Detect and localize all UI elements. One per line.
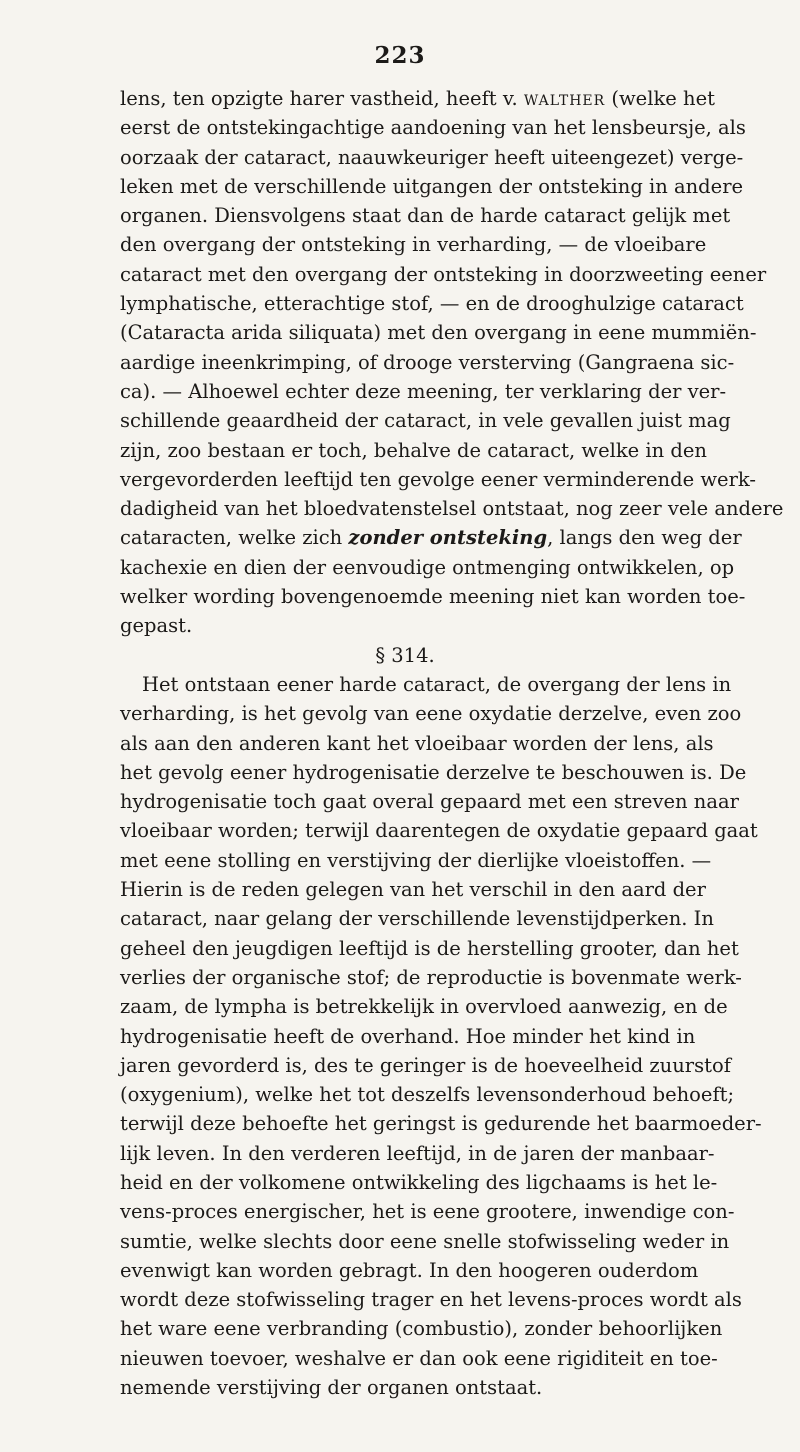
text-line: het ware eene verbranding (combustio), zonder behoorlijken bbox=[120, 1317, 723, 1341]
text-line: gepast. bbox=[120, 614, 193, 638]
text-line: den overgang der ontsteking in verharding, — de vloeibare bbox=[120, 233, 707, 257]
page-number: 223 bbox=[374, 42, 426, 69]
text-line: geheel den jeugdigen leeftijd is de herstelling grooter, dan het bbox=[120, 936, 739, 960]
emphasis-text: zonder ontsteking bbox=[348, 526, 548, 550]
text-line: vloeibaar worden; terwijl daarentegen de oxydatie gepaard gaat bbox=[120, 819, 758, 843]
text-line: als aan den anderen kant het vloeibaar worden der lens, als bbox=[120, 731, 714, 755]
text-line: schillende geaardheid der cataract, in vele gevallen juist mag bbox=[120, 409, 731, 433]
body-text bbox=[120, 84, 784, 1402]
text-line: nemende verstijving der organen ontstaat. bbox=[120, 1376, 543, 1400]
text-line: cataract met den overgang der ontsteking in doorzweeting eener bbox=[120, 262, 767, 286]
text-line: met eene stolling en verstijving der dierlijke vloeistoffen. — bbox=[120, 848, 712, 872]
text-line: verharding, is het gevolg van eene oxydatie derzelve, even zoo bbox=[120, 702, 742, 726]
text-line: hydrogenisatie toch gaat overal gepaard met een streven naar bbox=[120, 790, 739, 814]
text-line: wordt deze stofwisseling trager en het levens-proces wordt als bbox=[120, 1288, 742, 1312]
text-line: (Cataracta arida siliquata) met den overgang in eene mummiën- bbox=[120, 321, 757, 345]
text-line: kachexie en dien der eenvoudige ontmenging ontwikkelen, op bbox=[120, 555, 735, 579]
text-line: dadigheid van het bloedvatenstelsel ontstaat, nog zeer vele andere bbox=[120, 497, 784, 521]
text-line: vens-proces energischer, het is eene grootere, inwendige con- bbox=[120, 1200, 735, 1224]
text-line: lens, ten opzigte harer vastheid, heeft v. walther (welke het bbox=[120, 87, 715, 110]
text-line: nieuwen toevoer, weshalve er dan ook eene rigiditeit en toe- bbox=[120, 1346, 718, 1370]
text-line: (oxygenium), welke het tot deszelfs levensonderhoud behoeft; bbox=[120, 1083, 735, 1107]
text-line: hydrogenisatie heeft de overhand. Hoe minder het kind in bbox=[120, 1024, 696, 1048]
text-line: Het ontstaan eener harde cataract, de overgang der lens in bbox=[142, 672, 732, 696]
text-line: ca). — Alhoewel echter deze meening, ter verklaring der ver- bbox=[120, 379, 727, 403]
text-line: jaren gevorderd is, des te geringer is de hoeveelheid zuurstof bbox=[120, 1053, 731, 1077]
text-line: organen. Diensvolgens staat dan de harde cataract gelijk met bbox=[120, 204, 731, 228]
text-line: terwijl deze behoefte het geringst is gedurende het baarmoeder- bbox=[120, 1112, 762, 1136]
text-line: cataract, naar gelang der verschillende levenstijdperken. In bbox=[120, 907, 714, 931]
small-caps-name: walther bbox=[523, 87, 606, 110]
text-line: welker wording bovengenoemde meening niet kan worden toe- bbox=[120, 585, 746, 609]
text-line: verlies der organische stof; de reproductie is bovenmate werk- bbox=[120, 965, 742, 989]
text-line: zijn, zoo bestaan er toch, behalve de cataract, welke in den bbox=[120, 438, 707, 462]
text-line: aardige ineenkrimping, of drooge versterving (Gangraena sic- bbox=[120, 350, 735, 374]
text-line: cataracten, welke zich zonder ontsteking, langs den weg der bbox=[120, 526, 742, 550]
text-line: eerst de ontstekingachtige aandoening van het lensbeursje, als bbox=[120, 116, 746, 140]
text-line: sumtie, welke slechts door eene snelle stofwisseling weder in bbox=[120, 1229, 730, 1253]
text-line: leken met de verschillende uitgangen der ontsteking in andere bbox=[120, 174, 744, 198]
text-line: zaam, de lympha is betrekkelijk in overvloed aanwezig, en de bbox=[120, 995, 728, 1019]
text-line: lymphatische, etterachtige stof, — en de drooghulzige cataract bbox=[120, 292, 744, 316]
text-line: het gevolg eener hydrogenisatie derzelve te beschouwen is. De bbox=[120, 760, 747, 784]
text-line: vergevorderden leeftijd ten gevolge eener verminderende werk- bbox=[120, 467, 756, 491]
text-line: heid en der volkomene ontwikkeling des ligchaams is het le- bbox=[120, 1170, 718, 1194]
text-line: Hierin is de reden gelegen van het verschil in den aard der bbox=[120, 878, 706, 902]
text-line: oorzaak der cataract, naauwkeuriger heeft uiteengezet) verge- bbox=[120, 145, 744, 169]
text-line: lijk leven. In den verderen leeftijd, in de jaren der manbaar- bbox=[120, 1141, 715, 1165]
section-heading: § 314. bbox=[375, 643, 435, 667]
text-line: evenwigt kan worden gebragt. In den hoogeren ouderdom bbox=[120, 1258, 699, 1282]
